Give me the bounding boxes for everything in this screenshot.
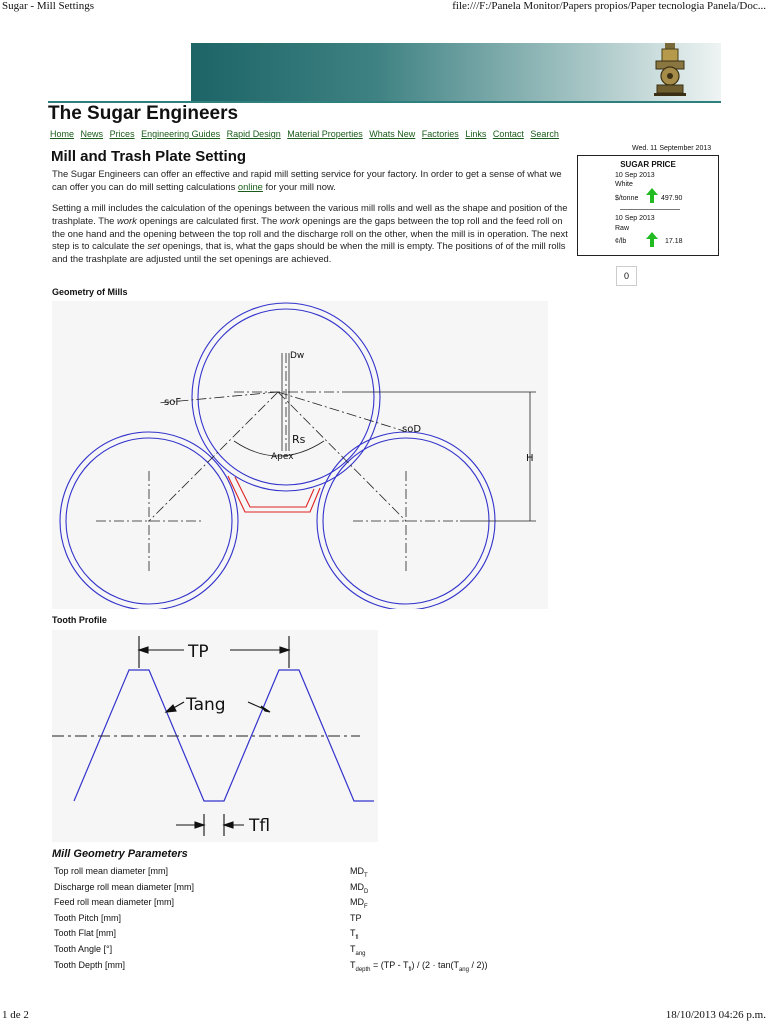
params-title: Mill Geometry Parameters [52, 848, 188, 860]
apex-label: Apex [271, 452, 294, 462]
table-row [52, 942, 552, 958]
price-separator [620, 209, 680, 210]
intro-paragraph [52, 168, 576, 194]
raw-price-unit: ¢/lb [615, 238, 627, 245]
site-banner [191, 43, 721, 101]
print-file-path: file:///F:/Panela Monitor/Papers propios/Paper tecnologia Panela/Doc... [452, 0, 766, 12]
table-row [52, 958, 552, 974]
print-page-title: Sugar - Mill Settings [2, 0, 94, 12]
setting-text: openings are the gaps between the top roll and the feed roll on the one hand and the opening between the top roll and the discharge roll on the other, when the mill is in operation. The next step is to calculate the [52, 214, 568, 252]
param-label: Tooth Flat [mm] [54, 928, 117, 939]
main-nav [50, 129, 563, 139]
param-label: Feed roll mean diameter [mm] [54, 897, 175, 908]
emphasis-set: set [147, 240, 160, 252]
param-symbol: TP [350, 912, 362, 923]
param-label: Top roll mean diameter [mm] [54, 866, 169, 876]
nav-contact[interactable]: Contact [492, 129, 524, 139]
table-row [52, 895, 552, 911]
sod-label: soD [402, 424, 422, 435]
print-header [0, 0, 768, 14]
up-arrow-icon [646, 232, 658, 247]
nav-rapid-design[interactable]: Rapid Design [226, 129, 281, 139]
nav-search[interactable]: Search [530, 129, 559, 139]
param-label: Tooth Angle [°] [54, 943, 113, 954]
online-link[interactable]: online [237, 180, 263, 192]
nav-material-properties[interactable]: Material Properties [287, 129, 363, 139]
tooth-profile-heading: Tooth Profile [52, 615, 107, 625]
dw-label: Dw [290, 351, 305, 361]
tfl-label: Tfl [249, 816, 271, 836]
h-label: H [526, 453, 534, 464]
white-price-date: 10 Sep 2013 [615, 172, 655, 179]
white-price-label: White [615, 181, 633, 188]
mill-geometry-diagram [52, 301, 548, 609]
setting-text: openings are calculated first. The [136, 214, 280, 226]
nav-home[interactable]: Home [50, 129, 75, 139]
param-symbol: $MD_D$ [350, 881, 369, 895]
nav-factories[interactable]: Factories [421, 129, 459, 139]
print-timestamp: 18/10/2013 04:26 p.m. [665, 1009, 766, 1021]
nav-news[interactable]: News [80, 129, 104, 139]
nav-whats-new[interactable]: Whats New [369, 129, 416, 139]
emphasis-work: work [279, 214, 300, 226]
params-table [52, 864, 552, 973]
table-row [52, 926, 552, 942]
table-row [52, 864, 552, 880]
geometry-heading: Geometry of Mills [52, 287, 128, 297]
intro-text: The Sugar Engineers can offer an effective and rapid mill setting service for your factory. In order to get a sense of what we can offer you can do mill setting calculations [52, 168, 562, 192]
rs-label: Rs [292, 433, 306, 446]
sugar-price-title: SUGAR PRICE [620, 160, 676, 169]
table-row [52, 880, 552, 896]
param-label: Tooth Depth [mm] [54, 959, 126, 970]
setting-paragraph [52, 202, 576, 266]
white-price-value: 497.90 [661, 195, 683, 202]
tp-label: TP [188, 642, 209, 662]
param-symbol: $MD_T$ [350, 866, 368, 879]
page-number: 1 de 2 [2, 1009, 29, 1021]
nav-prices[interactable]: Prices [109, 129, 135, 139]
param-symbol: $T_{fl}$ [350, 928, 359, 942]
param-symbol: $MD_F$ [350, 897, 368, 910]
setting-text: openings, that is, what the gaps should be when the mill is empty. The positions of of the mill rolls and the trashplate are adjusted until the set openings are achieved. [52, 240, 566, 265]
param-label: Discharge roll mean diameter [mm] [54, 881, 195, 892]
intro-text-end: for your mill now. [262, 180, 336, 192]
raw-price-value: 17.18 [665, 238, 683, 245]
sugar-price-widget[interactable] [577, 155, 719, 256]
page-title: Mill and Trash Plate Setting [51, 148, 247, 165]
sof-label: soF [164, 397, 182, 408]
emphasis-work: work [116, 214, 137, 226]
tooth-depth-formula: $T_{depth} = (TP - T_{fl}) / (2 \cdot \tan(T_{ang} / 2))$ [350, 959, 488, 973]
param-symbol: $T_{ang}$ [350, 943, 366, 957]
tang-label: Tang [186, 695, 226, 715]
share-counter[interactable]: 0 [616, 266, 637, 286]
nav-links[interactable]: Links [465, 129, 487, 139]
up-arrow-icon [646, 188, 658, 203]
nav-engineering-guides[interactable]: Engineering Guides [141, 129, 221, 139]
white-price-unit: $/tonne [615, 195, 639, 202]
mill-engine-logo-icon [651, 41, 689, 97]
current-date: Wed. 11 September 2013 [632, 145, 712, 152]
raw-price-date: 10 Sep 2013 [615, 215, 655, 222]
raw-price-label: Raw [615, 225, 630, 232]
tooth-profile-diagram [52, 630, 378, 842]
table-row [52, 911, 552, 927]
site-title: The Sugar Engineers [48, 103, 239, 124]
setting-text: Setting a mill includes the calculation of the openings between the various mill rolls and well as the shape and position of the trashplate. The [52, 202, 568, 226]
param-label: Tooth Pitch [mm] [54, 912, 122, 923]
